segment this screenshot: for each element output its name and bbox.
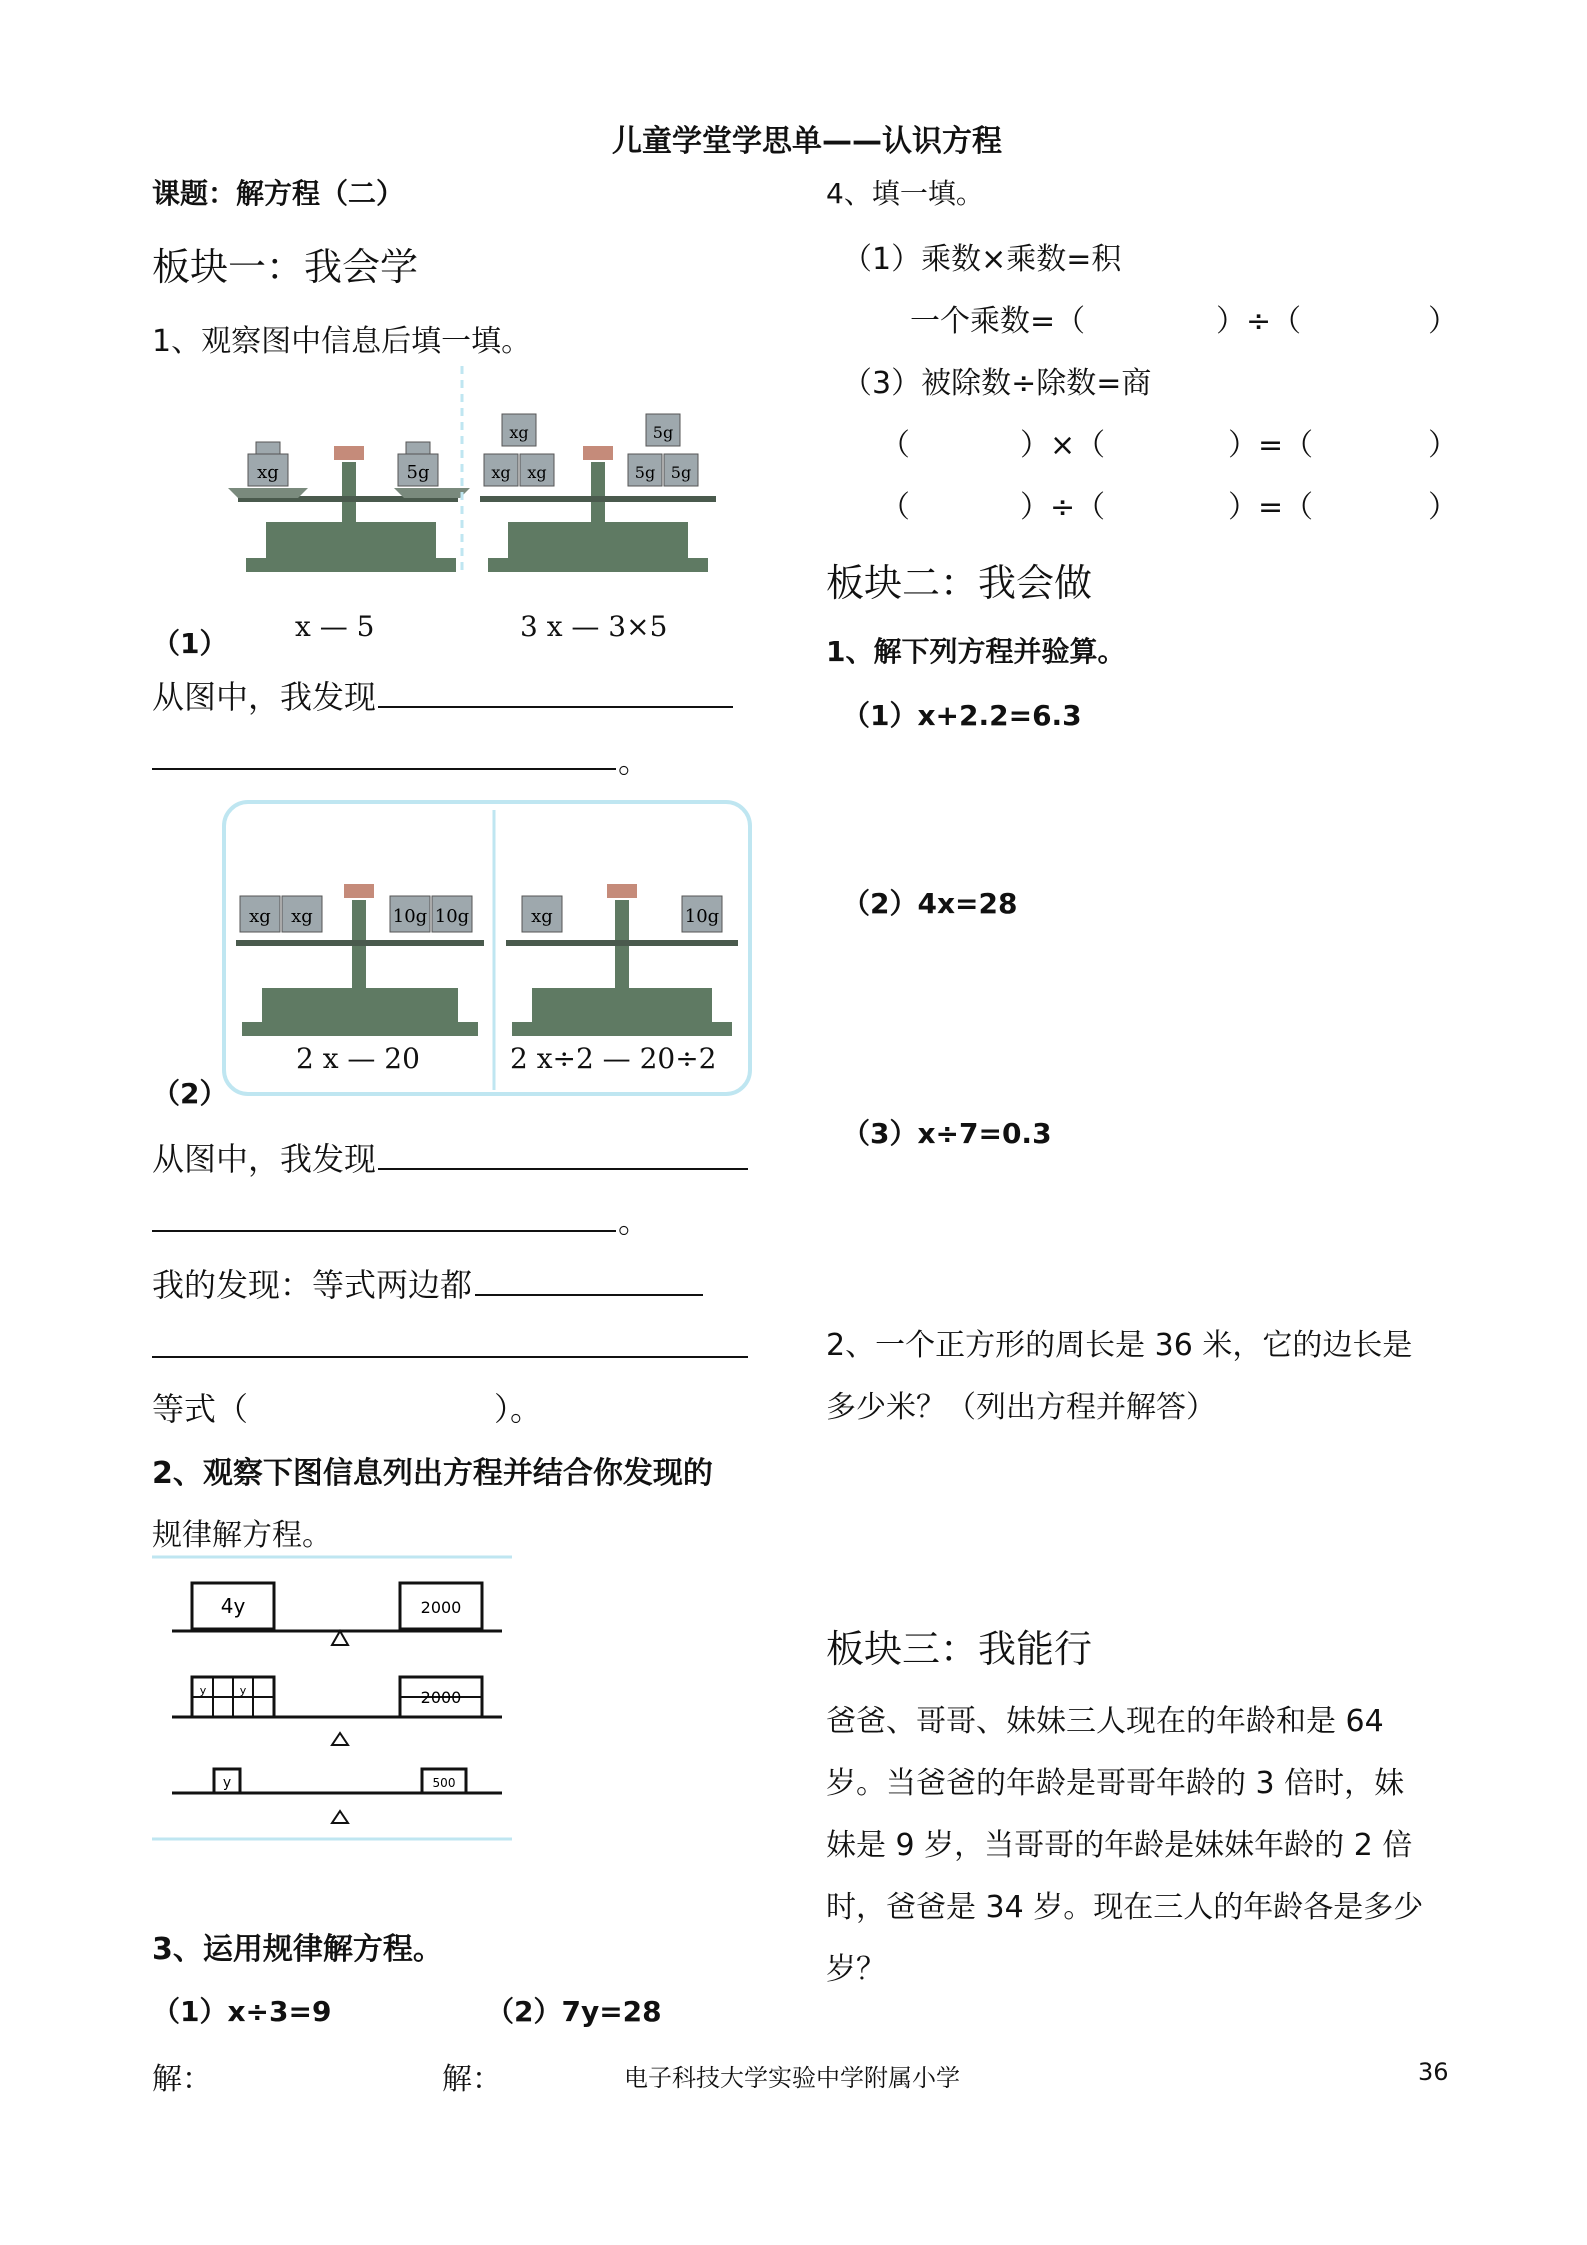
equal-prefix: 等式（ (152, 1390, 249, 1428)
find2-line[interactable] (378, 1168, 748, 1170)
weight-x: xg (531, 906, 553, 927)
weight-x: xg (527, 463, 547, 482)
scale-left (236, 884, 484, 1036)
q1-text: 1、观察图中信息后填一填。 (152, 324, 532, 359)
weight-x: xg (257, 462, 279, 483)
q4-row1-a: 一个乘数=（ (910, 304, 1086, 339)
q3-text: 3、运用规律解方程。 (152, 1932, 443, 1967)
s3-line2: 岁。当爸爸的年龄是哥哥年龄的 3 倍时，妹 (826, 1766, 1405, 1801)
q4-row2-open: （ (880, 428, 910, 463)
section1-heading: 板块一：我会学 (152, 245, 419, 289)
weight-5: 5g (652, 423, 674, 442)
q2-line2: 规律解方程。 (152, 1518, 332, 1553)
fig1-label: （1） (152, 627, 228, 660)
q4-row2-times: ）×（ (1020, 428, 1106, 463)
my-find-line2[interactable] (152, 1356, 748, 1358)
q2-line1: 2、观察下图信息列出方程并结合你发现的 (152, 1456, 713, 1491)
fig1-left-caption: x — 5 (295, 610, 375, 643)
box-4y: 4y (220, 1594, 246, 1618)
s3-line1: 爸爸、哥哥、妹妹三人现在的年龄和是 64 (826, 1704, 1384, 1739)
my-find-text: 我的发现：等式两边都 (152, 1266, 473, 1304)
footer-school: 电子科技大学实验中学附属小学 (624, 2064, 960, 2092)
box-500: 500 (432, 1776, 456, 1790)
balance-figure-1 (218, 366, 738, 576)
find2-text: 从图中，我发现 (152, 1140, 377, 1178)
weight-x: xg (291, 906, 313, 927)
q4-row3-open: （ (880, 490, 910, 525)
scale-right (480, 414, 716, 572)
s3-line3: 妹是 9 岁，当哥哥的年龄是妹妹年龄的 2 倍 (826, 1828, 1413, 1863)
s2-q1: 1、解下列方程并验算。 (826, 635, 1126, 668)
section2-heading: 板块二：我会做 (826, 561, 1093, 605)
topic: 课题：解方程（二） (152, 177, 405, 210)
s2-item3: （3）x÷7=0.3 (842, 1117, 1052, 1150)
box-y: y (222, 1775, 232, 1791)
weight-5: 5g (634, 463, 656, 482)
weight-10: 10g (684, 906, 720, 927)
q4-row2-close: ） (1428, 428, 1458, 463)
s2-q2-line1: 2、一个正方形的周长是 36 米，它的边长是 (826, 1328, 1413, 1363)
fig2-left-caption: 2 x — 20 (296, 1042, 420, 1075)
weight-10: 10g (392, 906, 428, 927)
seesaw-figure (152, 1555, 522, 1845)
s3-line4: 时，爸爸是 34 岁。现在三人的年龄各是多少 (826, 1890, 1424, 1925)
box-2000: 2000 (420, 1688, 462, 1707)
s3-line5: 岁？ (826, 1952, 886, 1987)
q4-row2-eq: ）=（ (1228, 428, 1314, 463)
q4-row3-div: ）÷（ (1020, 490, 1106, 525)
q4-row1-c: ） (1428, 304, 1458, 339)
solve2: 解： (442, 2062, 502, 2097)
s2-item2: （2）4x=28 (842, 887, 1018, 920)
solve1: 解： (152, 2062, 212, 2097)
section3-heading: 板块三：我能行 (826, 1627, 1093, 1671)
find1-line[interactable] (378, 706, 733, 708)
page-title: 儿童学堂学思单——认识方程 (612, 124, 1002, 159)
fig1-right-caption: 3 x — 3×5 (520, 610, 668, 643)
equal-suffix: ）。 (494, 1390, 543, 1428)
scale-left (228, 442, 470, 572)
q4-item3: （3）被除数÷除数=商 (842, 366, 1152, 401)
scale-right (506, 884, 738, 1036)
weight-x: xg (509, 423, 529, 442)
box-y: y (239, 1684, 247, 1697)
find1-line2[interactable] (152, 768, 616, 770)
period: 。 (618, 742, 651, 780)
q4-row3-eq: ）=（ (1228, 490, 1314, 525)
weight-5: 5g (670, 463, 692, 482)
box-y: y (199, 1684, 207, 1697)
weight-x: xg (249, 906, 271, 927)
weight-x: xg (491, 463, 511, 482)
q4-item1: （1）乘数×乘数=积 (842, 242, 1122, 277)
weight-10: 10g (434, 906, 470, 927)
fig2-right-caption: 2 x÷2 — 20÷2 (510, 1042, 717, 1075)
q4-text: 4、填一填。 (826, 177, 984, 210)
my-find-line[interactable] (475, 1294, 703, 1296)
s2-item1: （1）x+2.2=6.3 (842, 699, 1082, 732)
find2-line2[interactable] (152, 1230, 616, 1232)
s2-q2-line2: 多少米？（列出方程并解答） (826, 1390, 1216, 1425)
find1-text: 从图中，我发现 (152, 678, 377, 716)
q4-row3-close: ） (1428, 490, 1458, 525)
weight-5: 5g (406, 462, 430, 483)
q3-item2: （2）7y=28 (486, 1995, 662, 2028)
q3-item1: （1）x÷3=9 (152, 1995, 332, 2028)
page-number: 36 (1418, 2058, 1449, 2086)
period: 。 (618, 1202, 651, 1240)
box-2000: 2000 (420, 1598, 462, 1617)
fig2-label: （2） (152, 1077, 228, 1110)
q4-row1-b: ）÷（ (1216, 304, 1302, 339)
